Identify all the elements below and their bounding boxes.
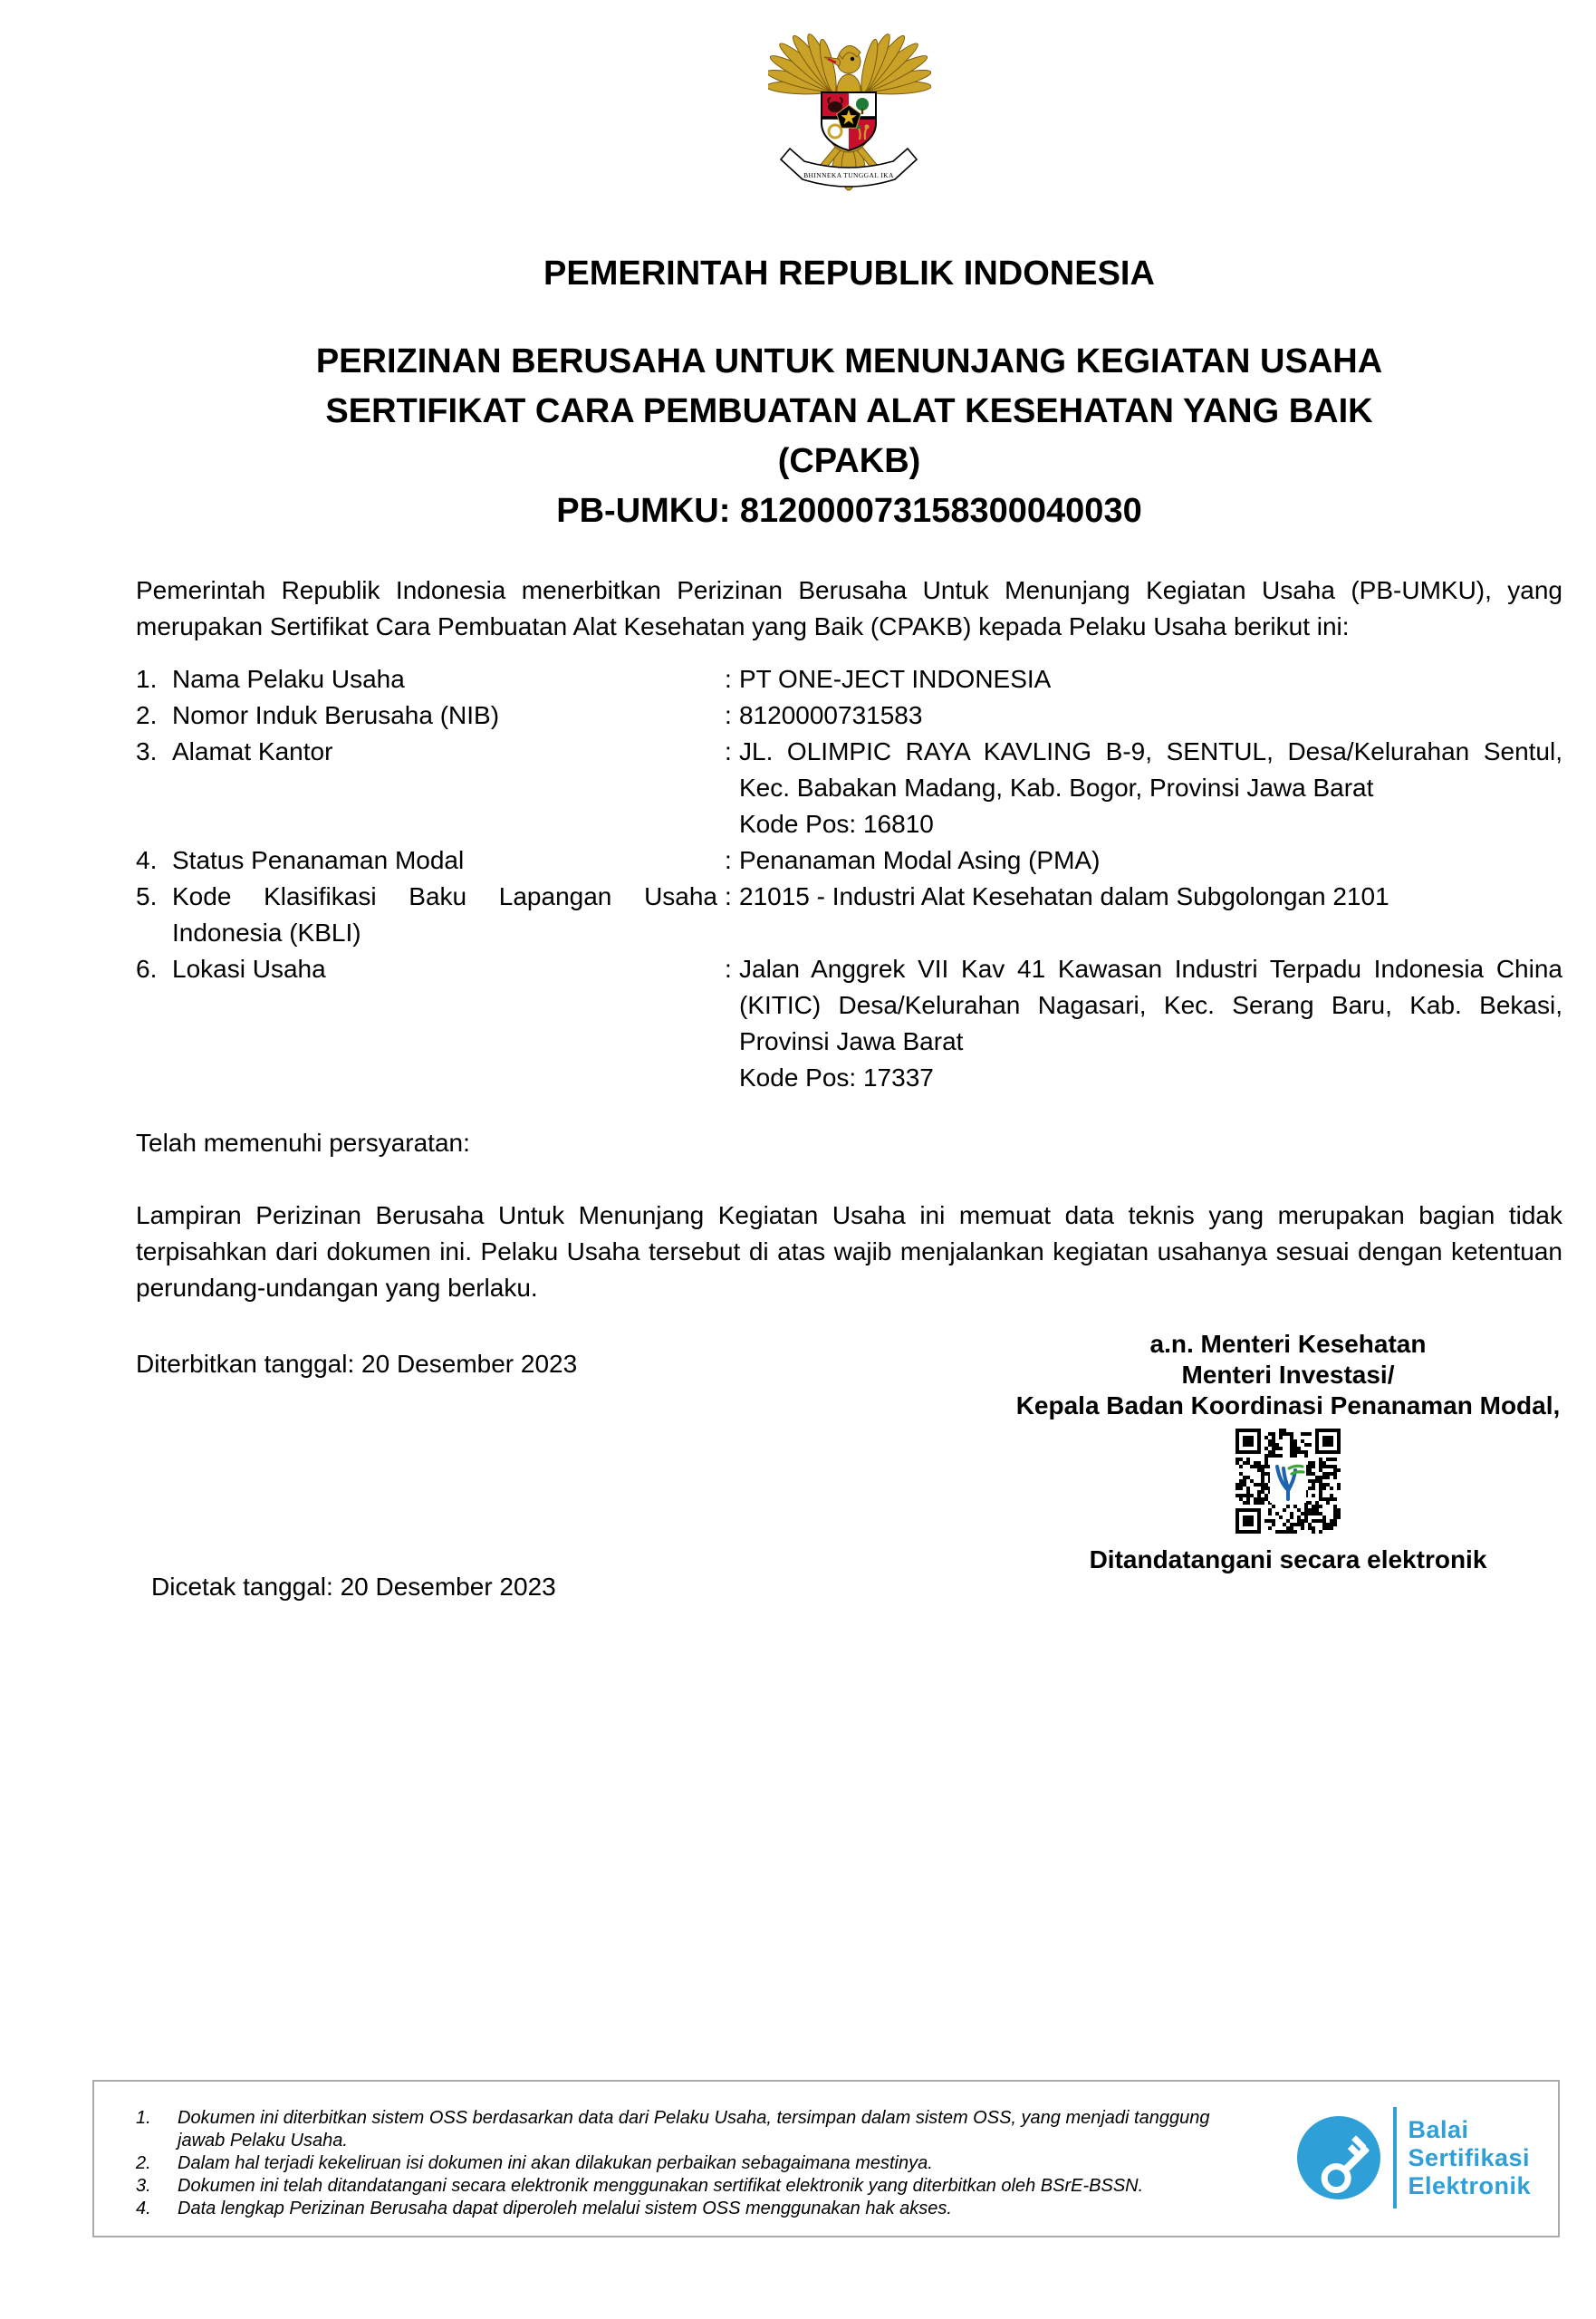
field-number: 3. [136,737,158,765]
field-row [136,661,1562,698]
field-row [136,698,1562,734]
footnote-row [136,2152,1219,2175]
field-label: Alamat Kantor [172,737,333,765]
eye [850,57,853,61]
left-wing [768,32,842,98]
field-label: Status Penanaman Modal [172,846,465,874]
field-postal-code: Kode Pos: 17337 [739,1063,934,1092]
field-colon: : [725,882,732,910]
field-value: Penanaman Modal Asing (PMA) [739,846,1101,874]
pancasila-shield [821,91,877,151]
field-colon: : [725,955,732,983]
field-row [136,842,1562,879]
motto-text: BHINNEKA TUNGGAL IKA [803,171,894,179]
bse-logo-line1: Balai [1408,2115,1469,2143]
field-colon: : [725,737,732,765]
field-row [136,951,1562,1096]
document-title [136,337,1562,536]
field-colon: : [725,846,732,874]
garuda-emblem-icon [136,0,1562,196]
bse-logo-text [1408,2116,1531,2200]
permit-number: PB-UMKU: 812000073158300040030 [556,492,1142,530]
footnote-number: 2. [136,2153,151,2173]
document-title-line1: PERIZINAN BERUSAHA UNTUK MENUNJANG KEGIATAN USAHA [315,342,1383,380]
footnote-number: 4. [136,2199,151,2218]
signature-block [998,1329,1578,1575]
footnote-text: Data lengkap Perizinan Berusaha dapat diperoleh melalui sistem OSS menggunakan hak akses. [178,2199,952,2218]
esign-note: Ditandatangani secara elektronik [1089,1545,1487,1573]
field-colon: : [725,665,732,693]
bse-key-icon [1295,2114,1382,2201]
field-number: 5. [136,882,158,910]
document-title-line3: (CPAKB) [777,442,921,480]
bse-logo-line2: Sertifikasi [1408,2143,1531,2171]
footer-notes-box [92,2080,1560,2237]
signature-minister: Menteri Investasi/ [1181,1361,1395,1389]
footnote-text: Dokumen ini diterbitkan sistem OSS berdasarkan data dari Pelaku Usaha, tersimpan dalam sistem OSS, yang menjadi tanggung jawab Pelaku Usaha. [178,2108,1210,2151]
field-row [136,734,1562,842]
signature-head: Kepala Badan Koordinasi Penanaman Modal, [1015,1391,1561,1419]
body-paragraph: Lampiran Perizinan Berusaha Untuk Menunjang Kegiatan Usaha ini memuat data teknis yang merupakan bagian tidak terpisahkan dari dokumen ini. Pelaku Usaha tersebut di atas wajib menjalankan kegiatan usahanya sesuai dengan ketentuan perundang-undangan yang berlaku. [136,1201,1562,1302]
government-heading: PEMERINTAH REPUBLIK INDONESIA [543,255,1155,293]
bse-logo [1295,2107,1531,2208]
field-number: 4. [136,846,158,874]
footnote-number: 1. [136,2108,151,2128]
field-number: 2. [136,701,158,729]
field-row [136,879,1562,951]
bse-divider [1393,2107,1397,2208]
bkpm-logo-icon [1270,1459,1306,1503]
footnote-row [136,2198,1219,2220]
issued-date-line: Diterbitkan tanggal: 20 Desember 2023 [136,1350,578,1378]
qr-code [1235,1429,1341,1534]
document-title-line2: SERTIFIKAT CARA PEMBUATAN ALAT KESEHATAN YANG BAIK [325,392,1373,430]
field-label: Lokasi Usaha [172,955,326,983]
field-colon: : [725,701,732,729]
footnotes-list [136,2107,1219,2220]
bse-logo-line3: Elektronik [1408,2171,1531,2199]
field-number: 6. [136,955,158,983]
intro-paragraph: Pemerintah Republik Indonesia menerbitkan Perizinan Berusaha Untuk Menunjang Kegiatan Usaha (PB-UMKU), yang merupakan Sertifikat Cara Pembuatan Alat Kesehatan yang Baik (CPAKB) kepada Pelaku Usaha berikut ini: [136,576,1562,640]
field-postal-code: Kode Pos: 16810 [739,810,934,838]
printed-date-line: Dicetak tanggal: 20 Desember 2023 [151,1573,556,1601]
document-content [136,0,1562,1382]
signature-on-behalf: a.n. Menteri Kesehatan [1149,1330,1427,1358]
footnote-text: Dalam hal terjadi kekeliruan isi dokumen ini akan dilakukan perbaikan sebagaimana mestinya. [178,2153,933,2173]
requirement-line: Telah memenuhi persyaratan: [136,1129,470,1157]
footnote-row [136,2107,1219,2152]
field-value: 8120000731583 [739,701,923,729]
fields-list [136,661,1562,1096]
footnote-text: Dokumen ini telah ditandatangani secara elektronik menggunakan sertifikat elektronik yang diterbitkan oleh BSrE-BSSN. [178,2176,1144,2196]
right-wing [855,32,931,98]
field-value: PT ONE-JECT INDONESIA [739,665,1052,693]
field-label: Kode Klasifikasi Baku Lapangan Usaha Indonesia (KBLI) [172,882,717,947]
field-value: 21015 - Industri Alat Kesehatan dalam Subgolongan 2101 [739,882,1389,910]
footnote-number: 3. [136,2176,151,2196]
field-value: JL. OLIMPIC RAYA KAVLING B-9, SENTUL, Desa/Kelurahan Sentul, Kec. Babakan Madang, Kab. Bogor, Provinsi Jawa Barat [739,737,1562,802]
field-value: Jalan Anggrek VII Kav 41 Kawasan Industri Terpadu Indonesia China (KITIC) Desa/Kelurahan Nagasari, Kec. Serang Baru, Kab. Bekasi, Provinsi Jawa Barat [739,955,1562,1055]
field-label: Nomor Induk Berusaha (NIB) [172,701,500,729]
field-label: Nama Pelaku Usaha [172,665,405,693]
footnote-row [136,2175,1219,2198]
field-number: 1. [136,665,158,693]
